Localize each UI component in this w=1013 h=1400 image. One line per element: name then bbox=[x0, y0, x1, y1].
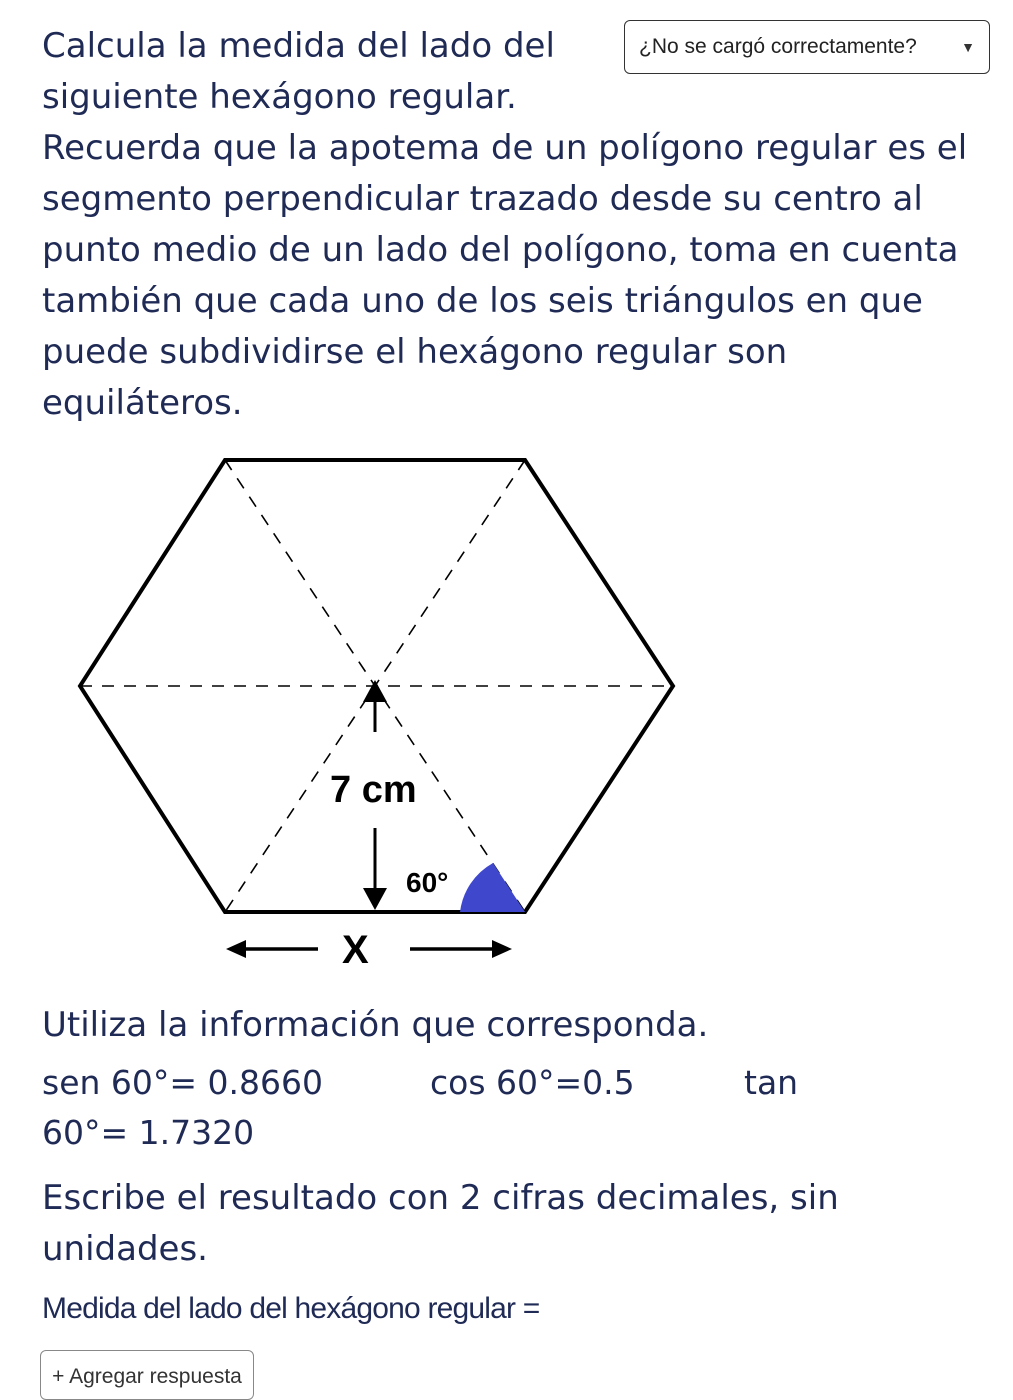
sen-formula: sen 60°= 0.8660 bbox=[42, 1063, 323, 1102]
apothem-arrowhead-up bbox=[363, 680, 387, 702]
apothem-arrowhead-down bbox=[363, 888, 387, 910]
answer-label: Medida del lado del hexágono regular = bbox=[42, 1292, 540, 1325]
result-note: Escribe el resultado con 2 cifras decimales, sin unidades. bbox=[42, 1178, 839, 1269]
cos-formula: cos 60°=0.5 bbox=[430, 1063, 635, 1102]
question-title: Calcula la medida del lado del siguiente hexágono regular. bbox=[42, 26, 555, 117]
tan-formula-label: tan bbox=[744, 1063, 799, 1102]
angle-label: 60° bbox=[406, 867, 449, 898]
instruction-text: Utiliza la información que corresponda. bbox=[42, 1005, 709, 1045]
tan-formula-value: 60°= 1.7320 bbox=[42, 1113, 255, 1152]
hexagon-figure bbox=[60, 440, 700, 980]
angle-marker bbox=[460, 863, 525, 912]
question-body: Recuerda que la apotema de un polígono regular es el segmento perpendicular trazado desde su centro al punto medio de un lado del polígono, toma en cuenta también que cada uno de los seis triángulos en que puede subdividirse el hexágono regular son equiláteros. bbox=[42, 128, 968, 423]
side-arrowhead-right bbox=[492, 940, 512, 958]
add-answer-button[interactable]: + Agregar respuesta bbox=[40, 1350, 254, 1400]
side-label: X bbox=[342, 928, 369, 972]
caret-down-icon: ▼ bbox=[961, 39, 975, 55]
not-loaded-dropdown[interactable] bbox=[624, 20, 990, 74]
dropdown-label: ¿No se cargó correctamente? bbox=[639, 35, 917, 58]
side-arrowhead-left bbox=[226, 940, 246, 958]
apothem-label: 7 cm bbox=[330, 769, 417, 811]
